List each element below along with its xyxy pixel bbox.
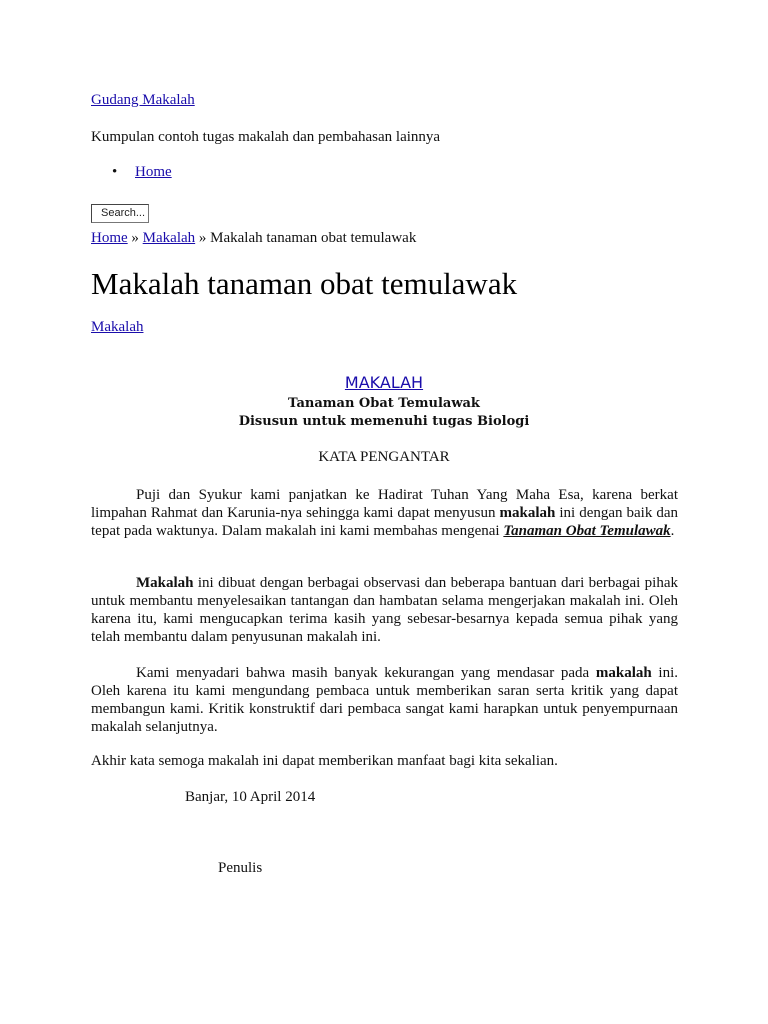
breadcrumb-category-link[interactable]: Makalah xyxy=(142,230,196,246)
paragraph-3 xyxy=(91,664,678,736)
document-purpose: Disusun untuk memenuhi tugas Biologi xyxy=(238,414,530,429)
breadcrumb-home-link[interactable]: Home xyxy=(91,230,128,246)
paragraph-2 xyxy=(91,574,678,646)
bold-keyword: Makalah xyxy=(136,575,194,591)
bold-keyword: makalah xyxy=(595,665,652,681)
paragraph-text: ini dengan baik dan tepat pada waktunya. Dalam makalah ini kami membahas mengenai xyxy=(91,505,678,539)
breadcrumb-separator: » xyxy=(127,230,143,246)
search-input[interactable]: Search... xyxy=(91,204,149,223)
paragraph-text: Kami menyadari bahwa masih banyak kekurangan yang mendasar pada xyxy=(136,665,596,681)
main-nav xyxy=(91,164,172,181)
paragraph-text: Puji dan Syukur kami panjatkan ke Hadirat Tuhan Yang Maha Esa, karena berkat limpahan Rahmat dan Karunia-nya sehingga kami dapat menyusun xyxy=(91,487,678,521)
nav-item-home xyxy=(91,164,172,181)
paragraph-text: ini. Oleh karena itu kami mengundang pembaca untuk memberikan saran serta kritik yang dapat membangun kami. Kritik konstruktif dari pembaca sangat kami harapkan untuk penyempurnaan makalah selanjutnya. xyxy=(91,665,678,735)
breadcrumb xyxy=(91,230,416,247)
site-tagline: Kumpulan contoh tugas makalah dan pembahasan lainnya xyxy=(91,129,441,145)
paragraph-1 xyxy=(91,486,678,540)
document-heading xyxy=(0,373,768,392)
section-title: KATA PENGANTAR xyxy=(318,449,450,465)
emphasized-topic: Tanaman Obat Temulawak xyxy=(503,523,671,539)
post-title: Makalah tanaman obat temulawak xyxy=(91,266,518,301)
paragraph-text: ini dibuat dengan berbagai observasi dan beberapa bantuan dari berbagai pihak untuk membantu menyelesaikan tantangan dan hambatan selama mengerjakan makalah ini. Oleh karena itu, kami mengucapkan terima kasih yang sebesar-besarnya kepada semua pihak yang telah membantu dalam penyusunan makalah ini. xyxy=(91,575,678,645)
document-signature: Penulis xyxy=(218,860,263,876)
paragraph-text: . xyxy=(670,523,675,539)
paragraph-4: Akhir kata semoga makalah ini dapat memberikan manfaat bagi kita sekalian. xyxy=(91,753,558,769)
breadcrumb-separator: » xyxy=(195,230,211,246)
nav-home-link[interactable]: Home xyxy=(135,164,172,180)
bold-keyword: makalah xyxy=(499,505,556,521)
document-heading-link[interactable]: MAKALAH xyxy=(344,373,424,392)
document-subtitle: Tanaman Obat Temulawak xyxy=(288,396,480,411)
site-title-link[interactable]: Gudang Makalah xyxy=(91,92,195,108)
post-category-link[interactable]: Makalah xyxy=(91,319,144,335)
document-date: Banjar, 10 April 2014 xyxy=(185,789,316,805)
breadcrumb-current: Makalah tanaman obat temulawak xyxy=(210,230,417,246)
